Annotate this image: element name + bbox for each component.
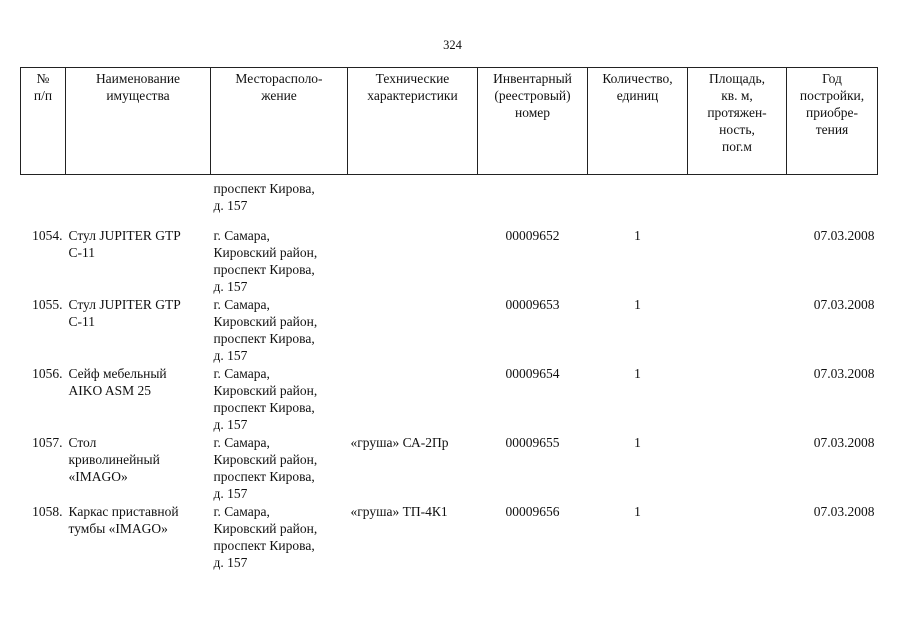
item-year: 07.03.2008 [813,435,875,450]
item-name [66,434,211,503]
item-year: 07.03.2008 [813,228,875,243]
continuation-row [21,175,878,228]
text-line: тения [815,122,849,137]
text-line: ность, [719,122,755,137]
text-line: (реестровый) [494,88,571,103]
inventory-table [20,67,878,572]
text-line: п/п [33,88,53,103]
text-line: C-11 [68,245,95,260]
item-inventory-number: 00009653 [505,297,560,312]
row-number: 1056. [32,366,63,381]
text-line: д. 157 [213,486,248,501]
text-line: д. 157 [213,555,248,570]
text-line: AIKO ASM 25 [68,383,152,398]
item-year: 07.03.2008 [813,504,875,519]
text-line: Стул JUPITER GTP [68,228,181,243]
text-line: C-11 [68,314,95,329]
text-line: Кировский район, [213,521,318,536]
row-number: 1058. [32,504,63,519]
text-line: № [36,71,50,86]
item-year: 07.03.2008 [813,366,875,381]
text-line: кв. м, [721,88,753,103]
text-line: д. 157 [213,279,248,294]
header-cell-location [211,68,348,175]
item-quantity: 1 [634,297,641,312]
text-line: Кировский район, [213,245,318,260]
page-number: 324 [443,38,462,52]
item-tech [348,503,478,572]
text-line: Каркас приставной [68,504,179,519]
text-line: д. 157 [213,198,248,213]
text-line: приобре- [805,105,859,120]
text-line: Кировский район, [213,314,318,329]
header-cell-name [66,68,211,175]
table-row [21,227,878,296]
header-row [21,68,878,175]
item-year: 07.03.2008 [813,297,875,312]
item-location [211,296,348,365]
text-line: г. Самара, [213,228,270,243]
item-location [211,503,348,572]
text-line: протяжен- [707,105,767,120]
item-tech [348,227,478,296]
text-line: «груша» СА-2Пр [350,435,449,450]
text-line: «груша» ТП-4К1 [350,504,448,519]
row-number: 1054. [32,228,63,243]
text-line: Кировский район, [213,452,318,467]
text-line: «IMAGO» [68,469,128,484]
item-name [66,365,211,434]
text-line: проспект Кирова, [213,262,315,277]
text-line: жение [261,88,297,103]
item-quantity: 1 [634,435,641,450]
header-cell-area [688,68,787,175]
header-cell-inventory [478,68,588,175]
item-inventory-number: 00009656 [505,504,560,519]
text-line: Технические [375,71,450,86]
item-area [688,296,787,365]
text-line: проспект Кирова, [213,469,315,484]
continuation-location [211,175,348,228]
text-line: постройки, [799,88,865,103]
item-tech [348,296,478,365]
item-tech [348,434,478,503]
item-location [211,365,348,434]
text-line: проспект Кирова, [213,181,315,196]
text-line: Наименование [95,71,181,86]
text-line: проспект Кирова, [213,331,315,346]
item-name [66,503,211,572]
row-number: 1057. [32,435,63,450]
item-name [66,296,211,365]
text-line: Стол [68,435,97,450]
text-line: г. Самара, [213,297,270,312]
row-number: 1055. [32,297,63,312]
item-tech [348,365,478,434]
text-line: тумбы «IMAGO» [68,521,168,536]
item-area [688,227,787,296]
text-line: Инвентарный [493,71,572,86]
text-line: Сейф мебельный [68,366,167,381]
table-row [21,434,878,503]
item-area [688,365,787,434]
item-quantity: 1 [634,366,641,381]
item-area [688,434,787,503]
text-line: Год [822,71,842,86]
text-line: г. Самара, [213,504,270,519]
table-row [21,503,878,572]
item-inventory-number: 00009655 [505,435,560,450]
item-name [66,227,211,296]
item-quantity: 1 [634,504,641,519]
text-line: криволинейный [68,452,160,467]
text-line: имущества [106,88,170,103]
text-line: д. 157 [213,348,248,363]
item-location [211,434,348,503]
item-location [211,227,348,296]
table-row [21,296,878,365]
table-row [21,365,878,434]
item-inventory-number: 00009652 [505,228,560,243]
item-quantity: 1 [634,228,641,243]
item-area [688,503,787,572]
header-cell-year [787,68,878,175]
text-line: единиц [616,88,659,103]
text-line: характеристики [367,88,458,103]
text-line: Площадь, [708,71,766,86]
text-line: пог.м [722,139,752,154]
text-line: д. 157 [213,417,248,432]
text-line: номер [514,105,550,120]
header-cell-number [21,68,66,175]
text-line: г. Самара, [213,366,270,381]
header-cell-quantity [588,68,688,175]
item-inventory-number: 00009654 [505,366,560,381]
text-line: г. Самара, [213,435,270,450]
text-line: Месторасполо- [235,71,323,86]
text-line: Стул JUPITER GTP [68,297,181,312]
text-line: проспект Кирова, [213,538,315,553]
text-line: Количество, [602,71,673,86]
text-line: проспект Кирова, [213,400,315,415]
header-cell-tech [348,68,478,175]
text-line: Кировский район, [213,383,318,398]
